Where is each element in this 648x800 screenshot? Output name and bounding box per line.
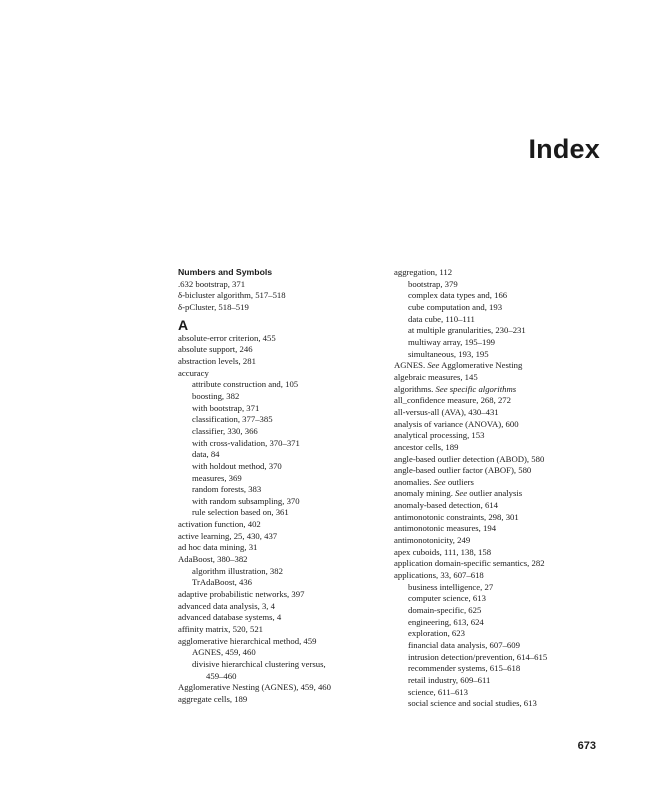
index-entry: application domain-specific semantics, 282: [394, 558, 545, 569]
index-entry: aggregation, 112: [394, 267, 453, 277]
index-entry: advanced database systems, 4: [178, 612, 282, 623]
index-subentry: domain-specific, 625: [408, 605, 482, 616]
index-subentry: AGNES, 459, 460: [192, 647, 256, 658]
index-subentry: recommender systems, 615–618: [408, 663, 521, 674]
index-subentry: intrusion detection/prevention, 614–615: [408, 651, 548, 662]
index-entry: anomalies. See outliers: [394, 476, 474, 487]
index-entry: antimonotonic measures, 194: [394, 523, 497, 534]
index-entry: ancestor cells, 189: [394, 441, 459, 452]
index-subentry: algorithm illustration, 382: [192, 565, 283, 576]
index-column-left: [178, 267, 378, 706]
index-entry: aggregate cells, 189: [178, 693, 248, 704]
index-subentry: complex data types and, 166: [408, 290, 508, 301]
index-entry: activation function, 402: [178, 519, 261, 530]
index-entry: absolute support, 246: [178, 344, 253, 355]
index-subentry: attribute construction and, 105: [192, 379, 299, 390]
index-entry: abstraction levels, 281: [178, 355, 256, 366]
index-entry: all_confidence measure, 268, 272: [394, 395, 511, 406]
index-subentry: simultaneous, 193, 195: [408, 348, 489, 359]
section-heading: Numbers and Symbols: [178, 267, 273, 277]
index-entry: antimonotonic constraints, 298, 301: [394, 511, 519, 522]
index-subentry: classifier, 330, 366: [192, 425, 258, 436]
index-entry: angle-based outlier detection (ABOD), 580: [394, 453, 545, 464]
index-subentry: boosting, 382: [192, 390, 240, 401]
index-subentry: engineering, 613, 624: [408, 616, 484, 627]
index-entry: antimonotonicity, 249: [394, 535, 471, 546]
index-entry: ad hoc data mining, 31: [178, 542, 258, 553]
index-subentry: at multiple granularities, 230–231: [408, 325, 526, 336]
index-entry: anomaly mining. See outlier analysis: [394, 488, 523, 499]
index-subentry: business intelligence, 27: [408, 581, 494, 592]
index-subentry: retail industry, 609–611: [408, 674, 491, 685]
index-entry: agglomerative hierarchical method, 459: [178, 635, 317, 646]
index-entry: .632 bootstrap, 371: [178, 278, 246, 289]
index-entry: AGNES. See Agglomerative Nesting: [394, 360, 523, 371]
index-entry: applications, 33, 607–618: [394, 570, 484, 581]
index-subentry: social science and social studies, 613: [408, 698, 537, 709]
index-subentry: financial data analysis, 607–609: [408, 640, 520, 650]
index-subentry: bootstrap, 379: [408, 278, 458, 289]
index-subentry: with cross-validation, 370–371: [192, 437, 300, 448]
index-entry: analytical processing, 153: [394, 430, 485, 441]
index-entry: affinity matrix, 520, 521: [178, 624, 264, 635]
index-entry: advanced data analysis, 3, 4: [178, 600, 275, 611]
index-entry: active learning, 25, 430, 437: [178, 530, 278, 541]
index-entry: apex cuboids, 111, 138, 158: [394, 546, 492, 557]
letter-heading: A: [178, 316, 189, 333]
index-subentry: rule selection based on, 361: [192, 507, 289, 518]
index-entry: algebraic measures, 145: [394, 371, 478, 382]
index-entry: δ-bicluster algorithm, 517–518: [178, 290, 286, 301]
index-entry: angle-based outlier factor (ABOF), 580: [394, 465, 532, 476]
index-subentry: exploration, 623: [408, 628, 465, 639]
index-subentry: measures, 369: [192, 472, 242, 483]
index-subentry: with bootstrap, 371: [192, 402, 260, 413]
index-subentry: divisive hierarchical clustering versus,: [192, 659, 326, 669]
page-number: 673: [577, 740, 596, 752]
index-subentry: cube computation and, 193: [408, 301, 503, 312]
index-subentry: random forests, 383: [192, 484, 262, 495]
index-subentry: multiway array, 195–199: [408, 336, 496, 347]
index-column-right: [394, 267, 609, 710]
index-entry: all-versus-all (AVA), 430–431: [394, 406, 499, 417]
index-entry: AdaBoost, 380–382: [178, 554, 248, 565]
index-subentry: science, 611–613: [408, 686, 468, 697]
index-subentry: with holdout method, 370: [192, 460, 282, 471]
index-entry: analysis of variance (ANOVA), 600: [394, 418, 519, 429]
index-subentry: data cube, 110–111: [408, 313, 475, 324]
index-entry: Agglomerative Nesting (AGNES), 459, 460: [178, 682, 331, 693]
index-subentry: data, 84: [192, 449, 220, 460]
index-subentry: with random subsampling, 370: [192, 495, 300, 506]
index-entry: algorithms. See specific algorithms: [394, 383, 517, 394]
index-subentry: 459–460: [206, 670, 237, 681]
index-entry: absolute-error criterion, 455: [178, 332, 276, 343]
index-subentry: classification, 377–385: [192, 414, 273, 425]
index-subentry: computer science, 613: [408, 593, 486, 604]
index-entry: δ-pCluster, 518–519: [178, 301, 249, 312]
index-entry: accuracy: [178, 367, 209, 378]
index-subentry: TrAdaBoost, 436: [192, 577, 253, 588]
page-title: Index: [528, 134, 600, 164]
index-entry: adaptive probabilistic networks, 397: [178, 589, 305, 600]
index-entry: anomaly-based detection, 614: [394, 500, 498, 511]
